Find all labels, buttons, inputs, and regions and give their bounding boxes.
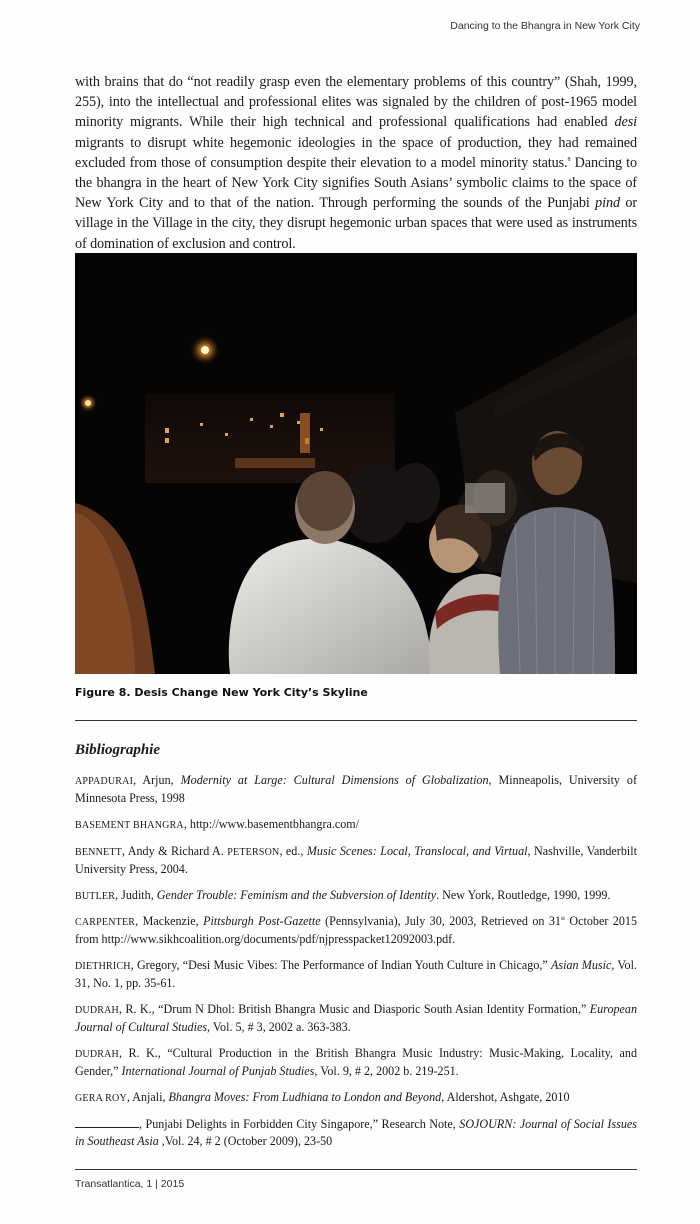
bib-entry [75, 1001, 637, 1036]
bib-text: (Pennsylvania), July 30, 2003, Retrieved on 31 [320, 914, 561, 929]
body-text-segment: Dancing to the bhangra in the heart of New York City signifies South Asians’ symbolic claims to the space of New York City and to that of the nation. Through performing the sounds of the Punjabi [75, 154, 637, 212]
bib-text: . New York, Routledge, 1990, 1999. [436, 887, 611, 902]
night-crowd-photo [75, 253, 637, 674]
body-paragraph [75, 72, 637, 254]
bib-entry [75, 843, 637, 878]
figure-photo [75, 253, 637, 674]
bib-author: CARPENTER [75, 917, 136, 929]
bib-link[interactable]: October 2015 from http://www.sikhcoalition.org/documents/pdf/njpresspacket12092003.pdf. [75, 914, 637, 947]
footer-divider [75, 1169, 637, 1170]
bib-text: , Punjabi Delights in Forbidden City Singapore,” Research Note, [139, 1116, 460, 1131]
bib-title: International Journal of Punjab Studies [121, 1064, 315, 1079]
bib-title: Gender Trouble: Feminism and the Subversion of Identity [156, 887, 437, 902]
bib-text: , Vol. 31, No. 1, pp. 35-61. [75, 958, 637, 991]
bib-text: , Vol. 9, # 2, 2002 b. 219-251. [314, 1064, 459, 1079]
bib-author: DUDRAH [75, 1048, 119, 1060]
figure-caption: Figure 8. Desis Change New York City’s Skyline [75, 686, 368, 699]
body-text-segment: migrants to disrupt white hegemonic ideologies in the space of production, they had remained excluded from those of consumption despite their elevation to a model minority status. [75, 134, 637, 171]
bib-link[interactable]: , http://www.basementbhangra.com/ [183, 816, 360, 831]
bib-entry [75, 1089, 637, 1107]
bib-author: DUDRAH [75, 1005, 119, 1017]
body-text-segment: with brains that do “not readily grasp even the elementary problems of this country” (Shah, 1999, 255), into the intellectual and professional elites was signaled by the children of post-1965 model minority migrants. While their high technical and professional qualifications had enabled [75, 74, 637, 131]
bib-text: , Andy & Richard A. [121, 843, 228, 858]
body-term-desi: desi [614, 114, 637, 131]
bib-text: , ed., [279, 843, 307, 858]
bib-author: BENNETT [75, 846, 122, 858]
bib-title: Music Scenes: Local, Translocal, and Virtual [306, 843, 528, 858]
bib-text: , Nashville, Vanderbilt University Press, 2004. [75, 843, 637, 876]
bib-text: , Mackenzie, [135, 914, 204, 929]
section-divider [75, 720, 637, 721]
body-term-pind: pind [595, 195, 620, 212]
bib-entry [75, 957, 637, 992]
bib-entry [75, 887, 637, 905]
bib-title: European Journal of Cultural Studies [75, 1002, 637, 1035]
bib-text: , Arjun, [133, 773, 181, 787]
bib-entry [75, 1045, 637, 1080]
bib-title: Bhangra Moves: From Ludhiana to London and Beyond [168, 1089, 442, 1104]
bibliography-heading: Bibliographie [75, 742, 161, 758]
bib-entry [75, 816, 637, 834]
bib-title: Pittsburgh Post-Gazette [203, 914, 321, 929]
bib-text: , Vol. 5, # 3, 2002 a. 363-383. [207, 1020, 351, 1035]
bib-title: Modernity at Large: Cultural Dimensions of Globalization [180, 773, 489, 787]
bib-author: BUTLER [75, 890, 116, 902]
bib-title: SOJOURN: Journal of Social Issues in Southeast Asia [75, 1116, 637, 1148]
bib-author: DIETHRICH [75, 961, 131, 973]
bib-author: GERA ROY [75, 1092, 127, 1104]
bib-text: , Anjali, [126, 1089, 169, 1104]
bibliography-list [75, 772, 637, 1158]
bib-title: Asian Music [551, 958, 612, 973]
bib-author: PETERSON [227, 846, 280, 858]
bib-text: , Gregory, “Desi Music Vibes: The Performance of Indian Youth Culture in Chicago,” [130, 958, 551, 973]
bib-entry [75, 913, 637, 948]
bib-author: APPADURAI [75, 776, 134, 787]
ditto-line [75, 1117, 139, 1128]
bib-entry [75, 772, 637, 807]
bib-text: , Aldershot, Ashgate, 2010 [441, 1089, 570, 1104]
footer-citation: Transatlantica, 1 | 2015 [75, 1178, 185, 1190]
bib-author: BASEMENT BHANGRA [75, 819, 184, 831]
bib-text: , Minneapolis, University of Minnesota Press, 1998 [75, 773, 637, 806]
bib-entry [75, 1116, 637, 1150]
running-head: Dancing to the Bhangra in New York City [450, 20, 640, 32]
bib-ordinal: st [560, 916, 565, 923]
footnote-ref[interactable]: 8 [567, 156, 571, 163]
bib-text: , R. K., “Drum N Dhol: British Bhangra Music and Diasporic South Asian Identity Formation,” [118, 1002, 590, 1017]
bib-text: , Judith, [115, 887, 157, 902]
bib-text: , R. K., “Cultural Production in the British Bhangra Music Industry: Music-Making, Locality, and Gender,” [75, 1045, 637, 1079]
bib-text: ,Vol. 24, # 2 (October 2009), 23-50 [158, 1133, 333, 1148]
body-text-segment: or village in the Village in the city, they disrupt hegemonic urban spaces that were used as instruments of domination of exclusion and control. [75, 195, 637, 252]
